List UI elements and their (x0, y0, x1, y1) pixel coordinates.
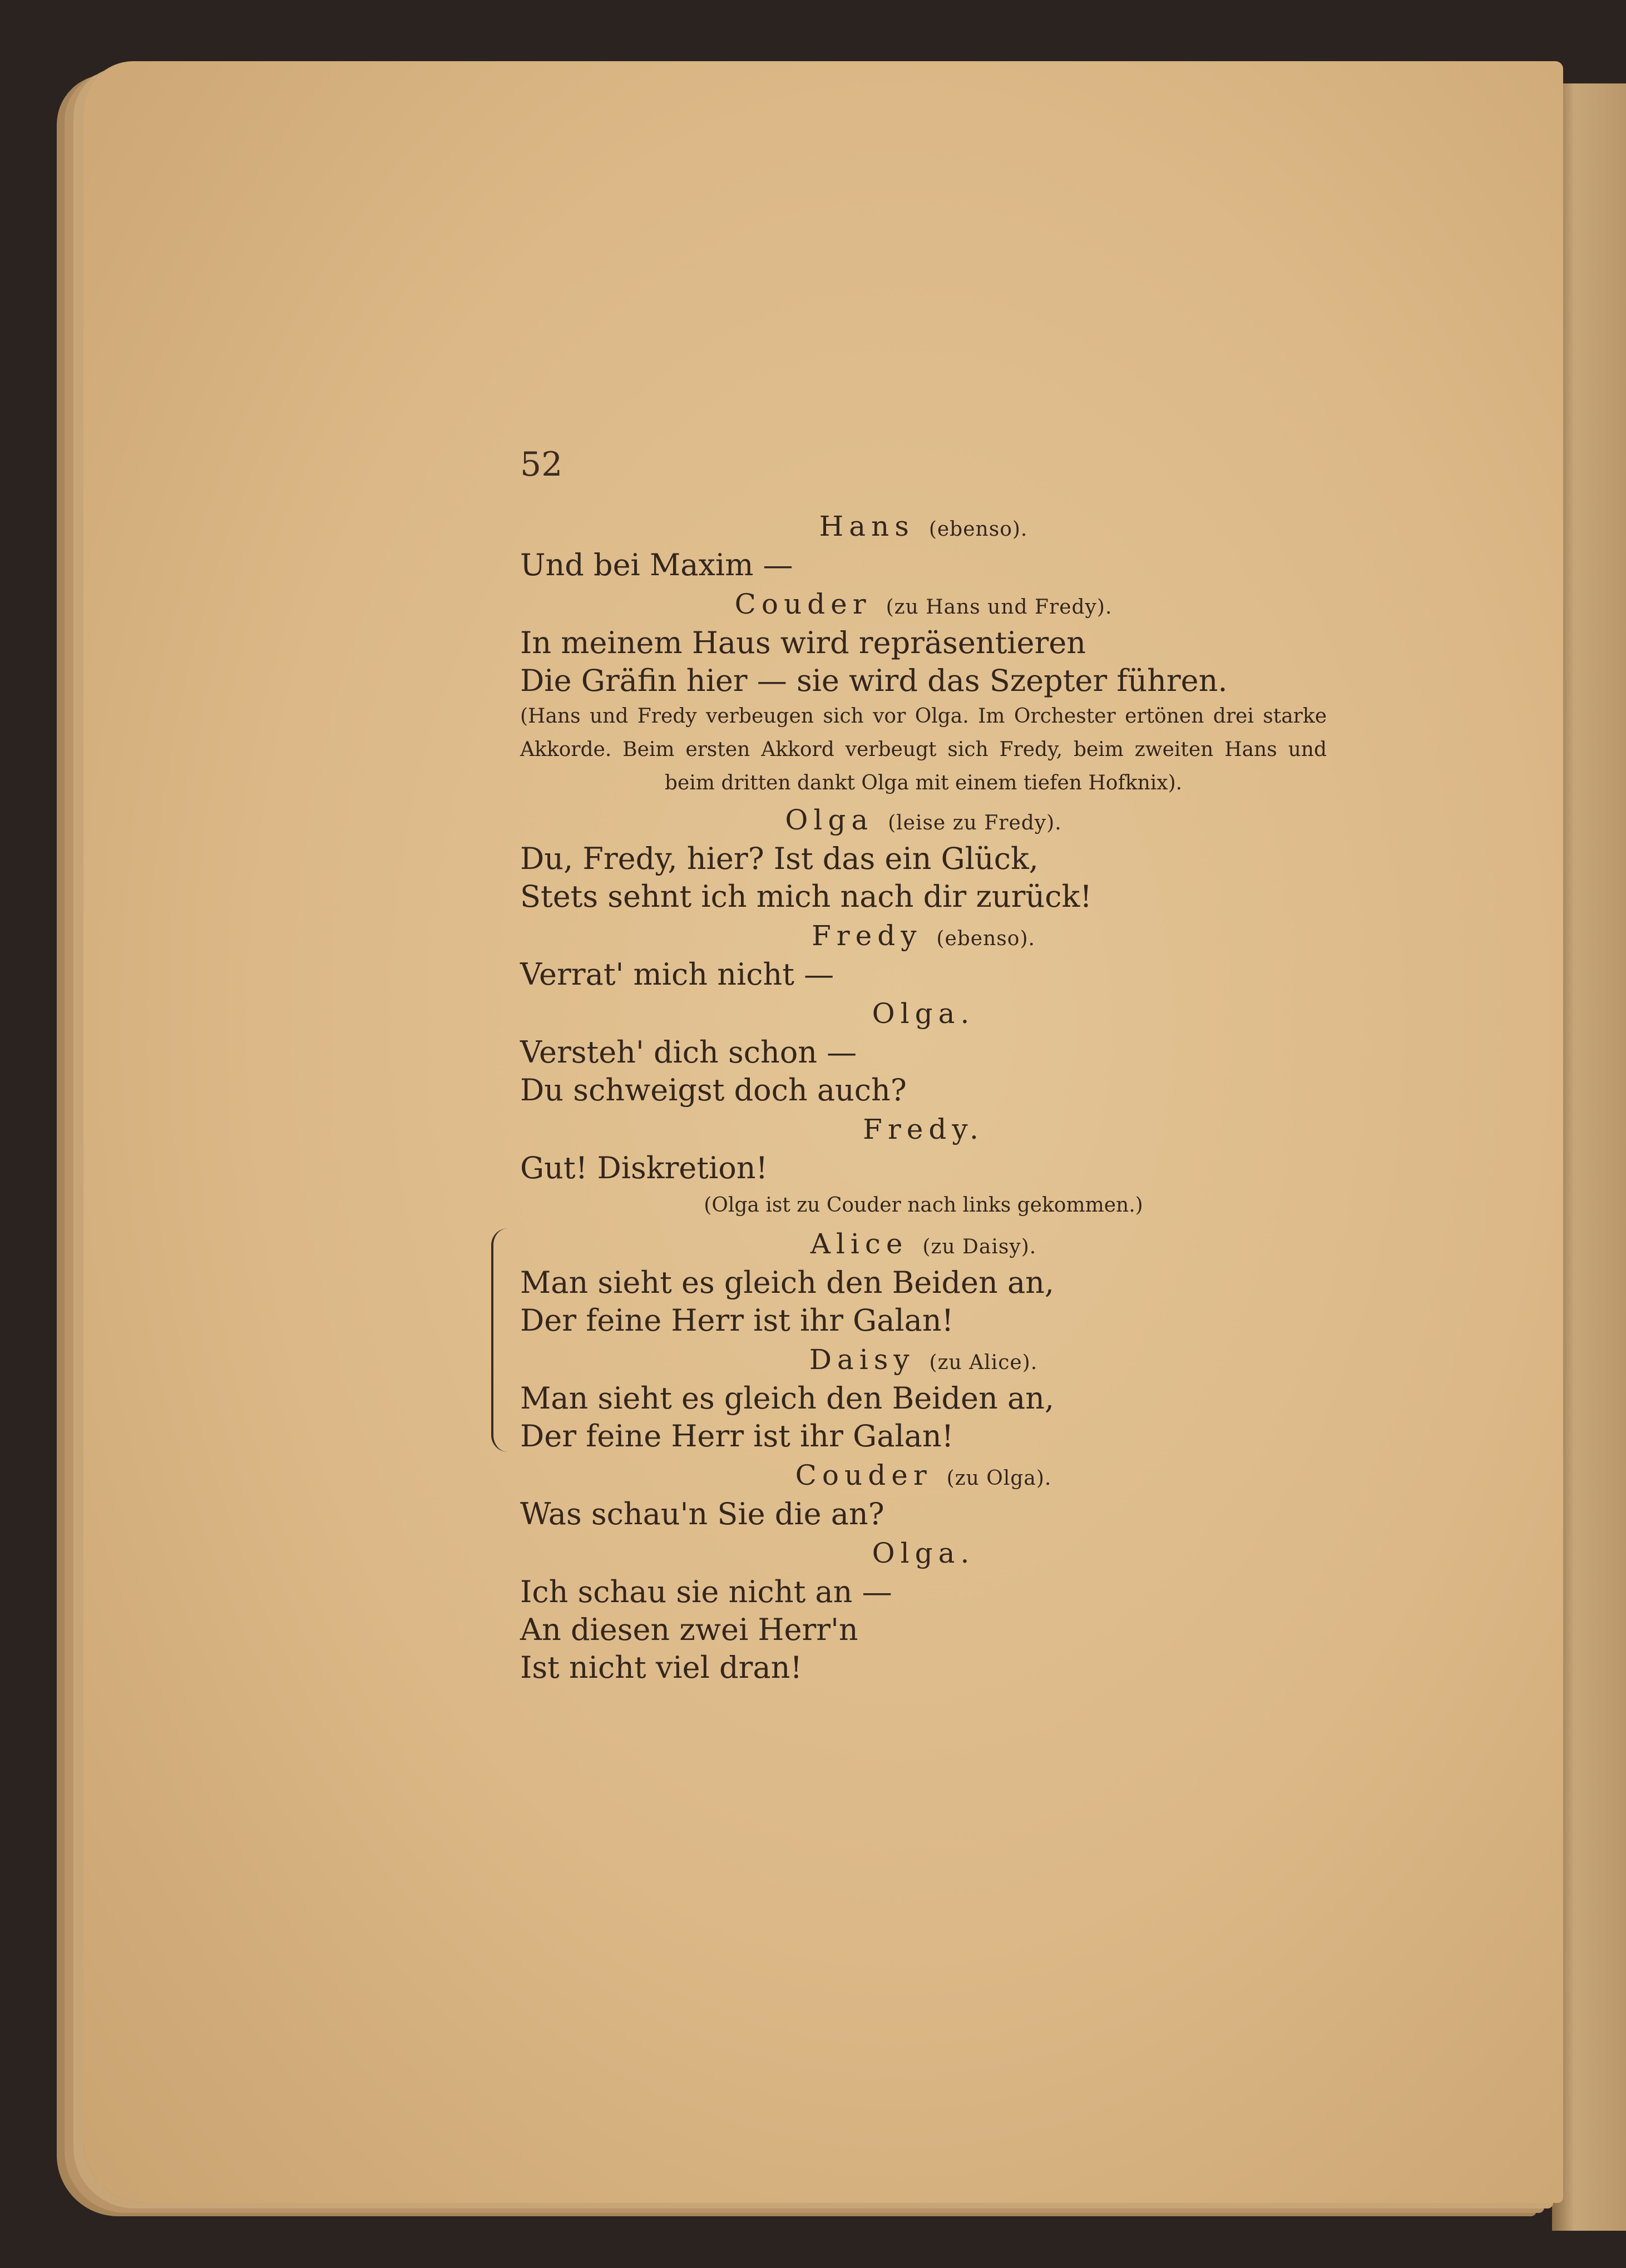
speaker-heading (520, 1340, 1327, 1380)
stage-direction: (Hans und Fredy verbeugen sich vor Olga. Im Orchester ertönen drei starke Akkorde. Beim ersten Akkord verbeugt sich Fredy, beim zweiten Hans und beim dritten dankt Olga mit einem tiefen Hofknix). (520, 705, 1327, 794)
stage-direction-inline: (ebenso). (928, 518, 1028, 541)
play-text (520, 506, 1327, 1687)
stage-direction: (Olga ist zu Couder nach links gekommen.) (704, 1194, 1143, 1217)
dialogue-line: An diesen zwei Herr'n (520, 1612, 858, 1647)
dialogue-line: Was schau'n Sie die an? (520, 1496, 884, 1531)
dialogue-line: Und bei Maxim — (520, 547, 793, 582)
dialogue-line: In meinem Haus wird repräsentieren (520, 625, 1086, 660)
dialogue-line: Ich schau sie nicht an — (520, 1574, 892, 1609)
dialogue-line: Du schweigst doch auch? (520, 1073, 907, 1108)
dialogue-line: Du, Fredy, hier? Ist das ein Glück, (520, 841, 1039, 876)
dialogue-line: Verrat' mich nicht — (520, 957, 834, 992)
speaker-heading (520, 916, 1327, 956)
stage-direction-inline: (ebenso). (936, 927, 1035, 950)
speaker-heading (520, 1109, 1327, 1149)
duet-bracket-group (520, 1224, 1327, 1455)
speaker-name: Couder (734, 588, 872, 620)
speaker-name: Olga (785, 804, 874, 836)
page-number: 52 (520, 445, 563, 484)
dialogue-line: Gut! Diskretion! (520, 1150, 768, 1185)
stage-direction-inline: (zu Alice). (929, 1351, 1038, 1374)
stage-direction-inline: (zu Hans und Fredy). (886, 596, 1113, 619)
speaker-name: Couder (795, 1459, 932, 1491)
speaker-name: Olga. (872, 1537, 975, 1569)
dialogue-line: Stets sehnt ich mich nach dir zurück! (520, 879, 1092, 914)
speaker-name: Fredy (812, 920, 922, 952)
dialogue-line: Der feine Herr ist ihr Galan! (520, 1419, 954, 1454)
dialogue-line: Der feine Herr ist ihr Galan! (520, 1303, 954, 1338)
speaker-heading (520, 1533, 1327, 1573)
curly-brace (491, 1228, 510, 1452)
book-page (83, 61, 1563, 2203)
dialogue-line: Die Gräfin hier — sie wird das Szepter führen. (520, 663, 1228, 698)
dialogue-line: Ist nicht viel dran! (520, 1650, 803, 1685)
stage-direction-inline: (zu Olga). (946, 1467, 1052, 1490)
speaker-name: Olga. (872, 997, 975, 1030)
stage-direction-inline: (zu Daisy). (922, 1236, 1037, 1258)
speaker-name: Daisy (809, 1343, 915, 1376)
dialogue-duet (520, 1224, 1327, 1455)
dialogue-line: Man sieht es gleich den Beiden an, (520, 1265, 1055, 1300)
speaker-heading (520, 506, 1327, 546)
speaker-heading (520, 1224, 1327, 1264)
stage-direction-inline: (leise zu Fredy). (888, 812, 1062, 834)
speaker-name: Alice (810, 1228, 908, 1260)
speaker-heading (520, 584, 1327, 624)
speaker-heading (520, 800, 1327, 840)
speaker-name: Hans (819, 510, 915, 542)
speaker-heading (520, 1455, 1327, 1495)
dialogue-line: Man sieht es gleich den Beiden an, (520, 1381, 1055, 1416)
speaker-name: Fredy. (863, 1113, 984, 1145)
dialogue-line: Versteh' dich schon — (520, 1035, 857, 1070)
speaker-heading (520, 994, 1327, 1034)
dialogue-part-1 (520, 506, 1327, 1224)
dialogue-part-2 (520, 1455, 1327, 1687)
